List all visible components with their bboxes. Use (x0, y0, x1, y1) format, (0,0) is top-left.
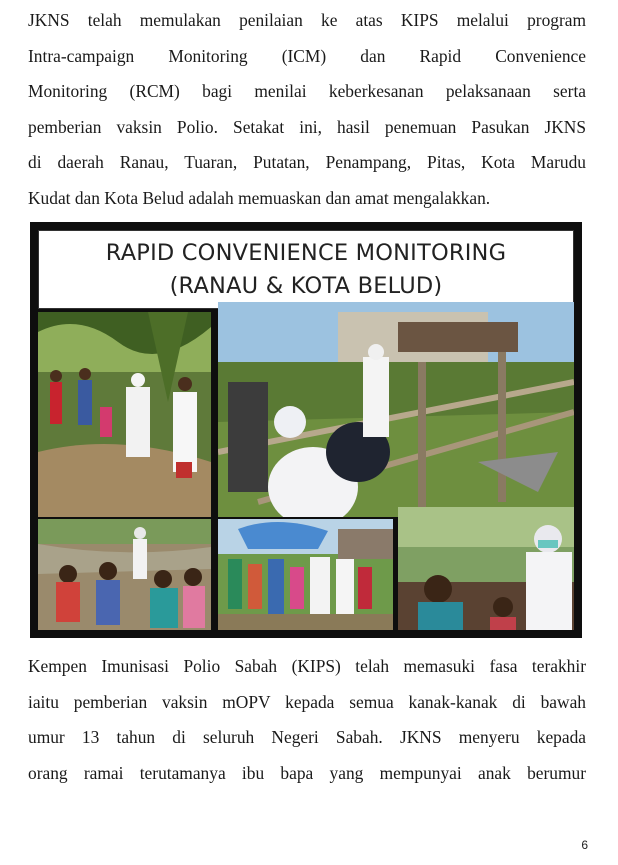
figure-title-line-2: (RANAU & KOTA BELUD) (169, 273, 443, 299)
closing-paragraph (28, 649, 586, 791)
intro-paragraph (28, 3, 586, 216)
figure-title-banner (38, 230, 574, 309)
photo-group-tent (218, 519, 393, 630)
closing-line: orang ramai terutamanya ibu bapa yang mempunyai anak berumur (28, 762, 586, 783)
photo-fence-inspection (218, 302, 574, 517)
closing-line: Kempen Imunisasi Polio Sabah (KIPS) telah memasuki fasa terakhir (28, 656, 586, 676)
intro-line: pemberian vaksin Polio. Setakat ini, hasil penemuan Pasukan JKNS (28, 116, 586, 137)
photo-village-path (38, 312, 211, 517)
photo-collage-figure (30, 222, 582, 638)
closing-line: iaitu pemberian vaksin mOPV kepada semua kanak-kanak di bawah (28, 691, 586, 712)
intro-line: di daerah Ranau, Tuaran, Putatan, Penampang, Pitas, Kota Marudu (28, 152, 586, 172)
intro-line: Intra-campaign Monitoring (ICM) dan Rapid Convenience (28, 45, 586, 66)
photo-vaccination (398, 507, 574, 630)
intro-line: Kudat dan Kota Belud adalah memuaskan dan amat mengalakkan. (28, 187, 491, 208)
intro-line: Monitoring (RCM) bagi menilai keberkesanan pelaksanaan serta (28, 81, 586, 101)
photo-children-pond (38, 519, 211, 630)
page-number: 6 (581, 838, 588, 852)
closing-line: umur 13 tahun di seluruh Negeri Sabah. JKNS menyeru kepada (28, 727, 586, 747)
intro-line: JKNS telah memulakan penilaian ke atas KIPS melalui program (28, 10, 586, 30)
figure-title-line-1: RAPID CONVENIENCE MONITORING (105, 240, 507, 266)
